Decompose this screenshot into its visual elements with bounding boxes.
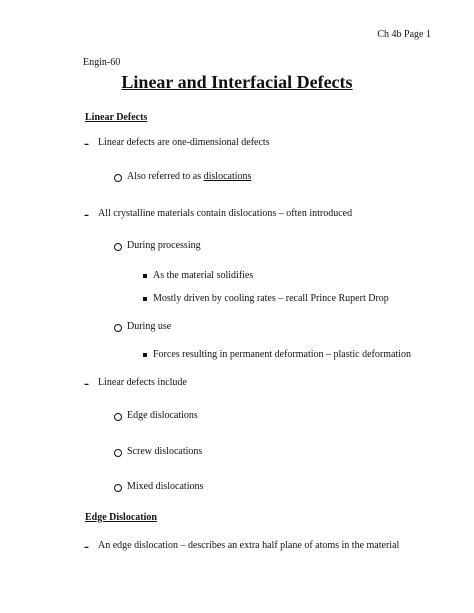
bullet-material-solidifies: As the material solidifies: [153, 270, 254, 281]
section-heading-edge-dislocation: Edge Dislocation: [85, 512, 157, 523]
circle-bullet-icon: [114, 324, 122, 332]
square-bullet-icon: [143, 297, 147, 301]
bullet-linear-1d: Linear defects are one-dimensional defects: [98, 137, 270, 148]
dash-bullet: -: [84, 207, 89, 223]
dash-bullet: -: [84, 376, 89, 392]
square-bullet-icon: [143, 274, 147, 278]
page-number-label: Ch 4b Page 1: [377, 29, 431, 40]
bullet-cooling-rates: Mostly driven by cooling rates – recall Prince Rupert Drop: [153, 293, 389, 304]
bullet-during-processing: During processing: [127, 240, 201, 251]
bullet-also-referred: [127, 171, 251, 183]
course-code: Engin-60: [83, 57, 121, 68]
bullet-screw-dislocations: Screw dislocations: [127, 446, 203, 457]
square-bullet-icon: [143, 353, 147, 357]
dash-bullet: -: [84, 539, 89, 555]
circle-bullet-icon: [114, 174, 122, 182]
bullet-during-use: During use: [127, 321, 172, 332]
bullet-forces-deformation: Forces resulting in permanent deformation – plastic deformation: [153, 349, 411, 360]
bullet-edge-half-plane: An edge dislocation – describes an extra half plane of atoms in the material: [98, 540, 400, 551]
circle-bullet-icon: [114, 243, 122, 251]
bullet-all-crystalline: All crystalline materials contain dislocations – often introduced: [98, 208, 353, 219]
bullet-mixed-dislocations: Mixed dislocations: [127, 481, 204, 492]
circle-bullet-icon: [114, 413, 122, 421]
circle-bullet-icon: [114, 449, 122, 457]
dash-bullet: -: [84, 136, 89, 152]
bullet-edge-dislocations: Edge dislocations: [127, 410, 198, 421]
bullet-linear-include: Linear defects include: [98, 377, 187, 388]
bullet-also-referred-text: Also referred to as: [127, 171, 204, 182]
page-title: Linear and Interfacial Defects: [121, 72, 353, 92]
dislocations-link: dislocations: [203, 171, 252, 182]
section-heading-linear-defects: Linear Defects: [85, 112, 148, 123]
circle-bullet-icon: [114, 484, 122, 492]
